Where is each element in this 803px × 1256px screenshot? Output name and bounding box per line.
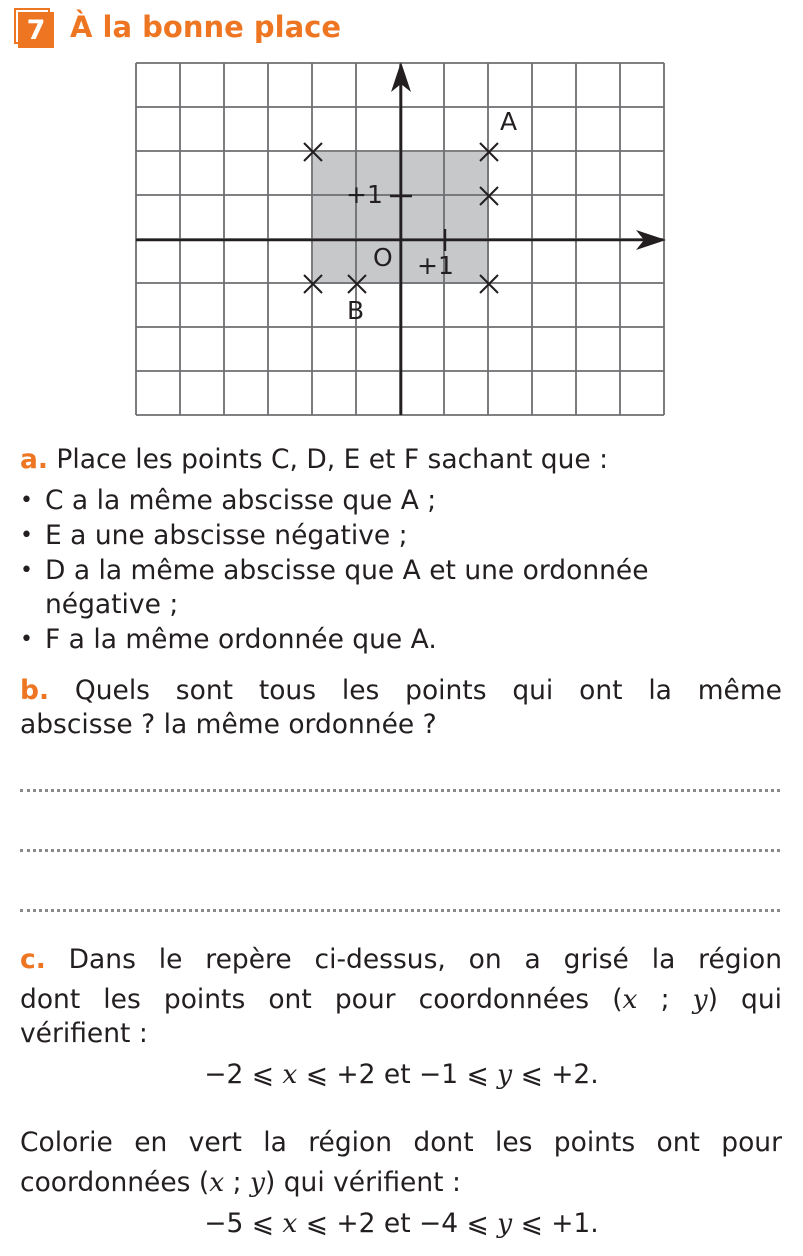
part-a-label: a. <box>20 444 48 475</box>
coordinate-grid-figure <box>0 0 803 430</box>
part-b-question-text: Quels sont tous les points qui ont la même <box>74 675 782 706</box>
bullet-item: F a la même ordonnée que A. <box>45 624 437 655</box>
ineq-part: ⩽ +1. <box>512 1208 599 1239</box>
math-var-x: x <box>622 984 638 1015</box>
part-c-line2 <box>20 983 782 1017</box>
part-c-label: c. <box>20 944 46 975</box>
answer-line[interactable] <box>20 909 780 912</box>
point-label-b: B <box>347 296 365 325</box>
bullet-item: C a la même abscisse que A ; <box>45 485 437 516</box>
inequality-1 <box>0 1058 803 1092</box>
x-unit-label: +1 <box>417 251 454 280</box>
math-var-x: x <box>209 1167 225 1198</box>
part-c-line3: vérifient : <box>20 1018 148 1049</box>
ineq-part: −5 ⩽ <box>204 1208 283 1239</box>
math-var-y: y <box>497 1059 513 1090</box>
part-c-line2-end: ) qui <box>707 984 782 1015</box>
part-c-line4: Colorie en vert la région dont les points ont pour <box>20 1127 782 1158</box>
math-var-y: y <box>249 1167 265 1198</box>
exercise-number-badge: 7 <box>18 12 54 48</box>
bullet-item: D a la même abscisse que A et une ordonnée <box>45 555 649 586</box>
exercise-title: À la bonne place <box>70 10 342 44</box>
part-c-line2-text: dont les points ont pour coordonnées ( <box>20 984 623 1015</box>
part-c-line5 <box>20 1166 461 1200</box>
inequality-2 <box>0 1207 803 1241</box>
bullet-marker: • <box>20 488 33 513</box>
part-c-line1 <box>20 943 782 977</box>
ineq-part: ⩽ +2 et −1 ⩽ <box>297 1059 498 1090</box>
math-var-x: x <box>282 1208 298 1239</box>
part-c-line5-text: coordonnées ( <box>20 1167 210 1198</box>
bullet-item: E a une abscisse négative ; <box>45 520 408 551</box>
origin-label: O <box>373 243 393 272</box>
part-b-line1 <box>20 674 782 708</box>
ineq-part: ⩽ +2. <box>512 1059 599 1090</box>
math-separator: ; <box>637 984 693 1015</box>
bullet-marker: • <box>20 627 33 652</box>
part-b-label: b. <box>20 675 50 706</box>
part-a-intro-text: Place les points C, D, E et F sachant que : <box>56 444 609 475</box>
y-unit-label: +1 <box>346 180 383 209</box>
answer-line[interactable] <box>20 849 780 852</box>
part-b-line2: abscisse ? la même ordonnée ? <box>20 709 437 740</box>
math-var-y: y <box>497 1208 513 1239</box>
math-separator: ; <box>224 1167 250 1198</box>
ineq-part: ⩽ +2 et −4 ⩽ <box>297 1208 498 1239</box>
part-a-intro <box>20 443 608 477</box>
part-c-line5-end: ) qui vérifient : <box>264 1167 461 1198</box>
bullet-marker: • <box>20 558 33 583</box>
ineq-part: −2 ⩽ <box>204 1059 283 1090</box>
point-label-a: A <box>500 107 518 136</box>
bullet-marker: • <box>20 523 33 548</box>
math-var-x: x <box>282 1059 298 1090</box>
answer-line[interactable] <box>20 789 780 792</box>
math-var-y: y <box>692 984 708 1015</box>
part-c-line1-text: Dans le repère ci-dessus, on a grisé la région <box>68 944 782 975</box>
bullet-item-continuation: négative ; <box>45 589 179 620</box>
